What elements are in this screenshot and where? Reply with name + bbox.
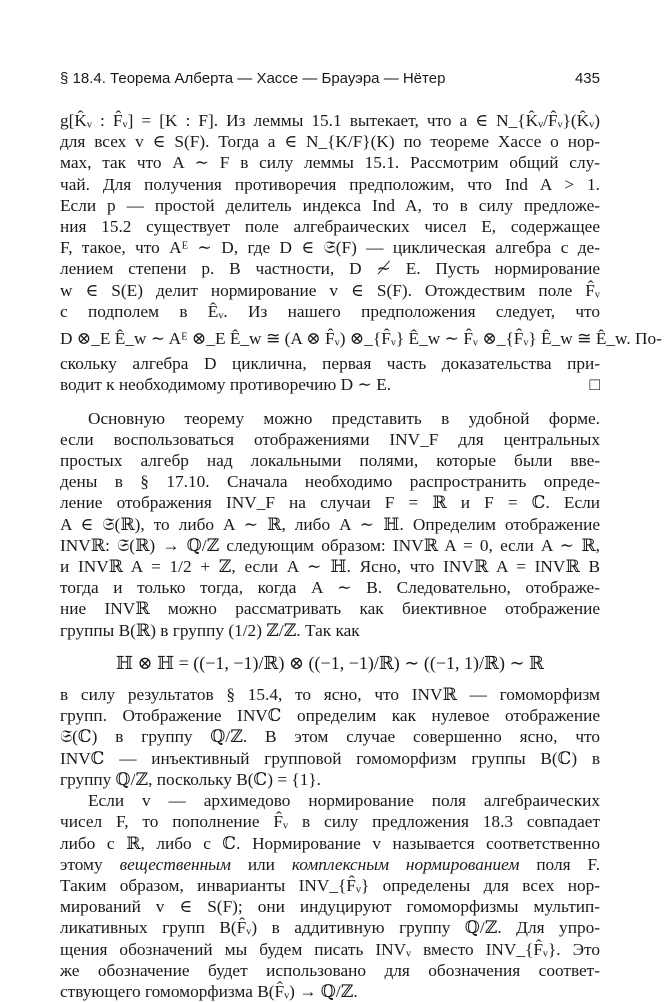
- text-line: INVℝ: 𝔖(ℝ) → ℚ/ℤ следующим образом: INVℝ A = 0, если A ∼ ℝ,: [60, 535, 600, 555]
- text-line: Таким образом, инварианты INV_{F̂ᵥ} определены для всех нор-: [60, 875, 600, 895]
- running-header: [60, 70, 600, 87]
- text-line: мирований v ∈ S(F); они индуцируют гомоморфизмы мультип-: [60, 897, 600, 917]
- emphasis-real: вещественным: [119, 854, 231, 874]
- text-line: групп. Отображение INVℂ определим как нулевое отображение: [60, 706, 600, 726]
- text-fragment: этому: [60, 854, 103, 874]
- text-line: [60, 854, 600, 875]
- text-line: ствующего гомоморфизма B(F̂ᵥ) → ℚ/ℤ.: [60, 981, 358, 1001]
- text-line: w ∈ S(E) делит нормирование v ∈ S(F). Отождествим поле F̂ᵥ: [60, 280, 600, 300]
- paragraph-inv-complex: [60, 684, 600, 790]
- text-line: же обозначение будет использовано для обозначения соответ-: [60, 960, 600, 980]
- text-line: чай. Для получения противоречия предположим, что Ind A > 1.: [60, 174, 600, 194]
- text-line: ние INVℝ можно рассматривать как биективное отображение: [60, 599, 600, 619]
- text-line: A ∈ 𝔖(ℝ), то либо A ∼ ℝ, либо A ∼ ℍ. Определим отображение: [60, 514, 600, 534]
- text-line-content: водит к необходимому противоречию D ∼ E.: [60, 375, 392, 395]
- text-line: F, такое, что Aᴱ ∼ D, где D ∈ 𝔖(F) — циклическая алгебра с де-: [60, 238, 600, 258]
- text-line: чисел F, то пополнение F̂ᵥ в силу предложения 18.3 совпадает: [60, 812, 600, 832]
- text-line: простых алгебр над локальными полями, которые были вве-: [60, 451, 600, 471]
- text-fragment: или: [247, 854, 275, 874]
- page-number: 435: [574, 70, 600, 87]
- text-line: INVℂ — инъективный групповой гомоморфизм группы B(ℂ) в: [60, 748, 600, 768]
- section-title: § 18.4. Теорема Алберта — Хассе — Брауэра — Нётер: [60, 70, 446, 87]
- text-line: [60, 374, 600, 395]
- text-line: и INVℝ A = 1/2 + ℤ, если A ∼ ℍ. Ясно, что INVℝ A = INVℝ B: [60, 557, 600, 577]
- text-line: ния 15.2 существует поле алгебраических чисел E, содержащее: [60, 217, 600, 237]
- text-line: щения обозначений мы будем писать INVᵥ вместо INV_{F̂ᵥ}. Это: [60, 939, 600, 959]
- paragraph-archimedean: [60, 790, 600, 1002]
- text-line: ление отображения INV_F на случаи F = ℝ и F = ℂ. Если: [60, 493, 600, 513]
- text-line: группы B(ℝ) в группу (1/2) ℤ/ℤ. Так как: [60, 620, 360, 640]
- text-line: в силу результатов § 15.4, то ясно, что INVℝ — гомоморфизм: [60, 685, 600, 705]
- text-line: лением степени p. В частности, D ≁ E. Пусть нормирование: [60, 259, 600, 279]
- text-line: тогда и только тогда, когда A ∼ B. Следовательно, отображе-: [60, 578, 600, 598]
- text-line: 𝔖(ℂ) в группу ℚ/ℤ. В этом случае совершенно ясно, что: [60, 727, 600, 747]
- formula-line: D ⊗_E Ê_w ∼ Aᴱ ⊗_E Ê_w ≅ (A ⊗ F̂ᵥ) ⊗_{F̂ᵥ} Ê_w ∼ F̂ᵥ ⊗_{F̂ᵥ} Ê_w ≅ Ê_w. По-: [60, 329, 662, 349]
- proof-paragraph: [60, 110, 662, 396]
- text-line: дены в § 17.10. Сначала необходимо распространить опреде-: [60, 472, 600, 492]
- text-line: ликативных групп B(F̂ᵥ) в аддитивную группу ℚ/ℤ. Для упро-: [60, 918, 600, 938]
- text-line: скольку алгебра D циклична, первая часть доказательства при-: [60, 354, 600, 374]
- text-line: Основную теорему можно представить в удобной форме.: [88, 408, 600, 428]
- text-fragment: поля F.: [536, 854, 601, 874]
- text-line: мах, так что A ∼ F в силу леммы 15.1. Рассмотрим общий слу-: [60, 153, 600, 173]
- display-formula: ℍ ⊗ ℍ = ((−1, −1)/ℝ) ⊗ ((−1, −1)/ℝ) ∼ ((−1, 1)/ℝ) ∼ ℝ: [115, 652, 545, 673]
- paragraph-inv-definition: [60, 408, 600, 641]
- text-line: группу ℚ/ℤ, поскольку B(ℂ) = {1}.: [60, 769, 321, 789]
- text-line: с подполем в Êᵥ. Из нашего предположения следует, что: [60, 301, 600, 321]
- page-body: [60, 110, 662, 1002]
- text-line: g[K̂ᵥ : F̂ᵥ] = [K : F]. Из леммы 15.1 вытекает, что a ∈ N_{K̂ᵥ/F̂ᵥ}(K̂ᵥ): [60, 111, 600, 130]
- text-line: Если v — архимедово нормирование поля алгебраических: [88, 791, 600, 811]
- text-line: если воспользоваться отображениями INV_F для центральных: [60, 429, 600, 449]
- emphasis-complex: комплексным нормированием: [291, 854, 520, 874]
- text-line: для всех v ∈ S(F). Тогда a ∈ N_{K/F}(K) по теореме Хассе о нор-: [60, 132, 600, 152]
- text-line: Если p — простой делитель индекса Ind A, то в силу предложе-: [60, 195, 600, 215]
- text-line: либо с ℝ, либо с ℂ. Нормирование v называется соответственно: [60, 833, 600, 853]
- qed-symbol: □: [589, 375, 600, 395]
